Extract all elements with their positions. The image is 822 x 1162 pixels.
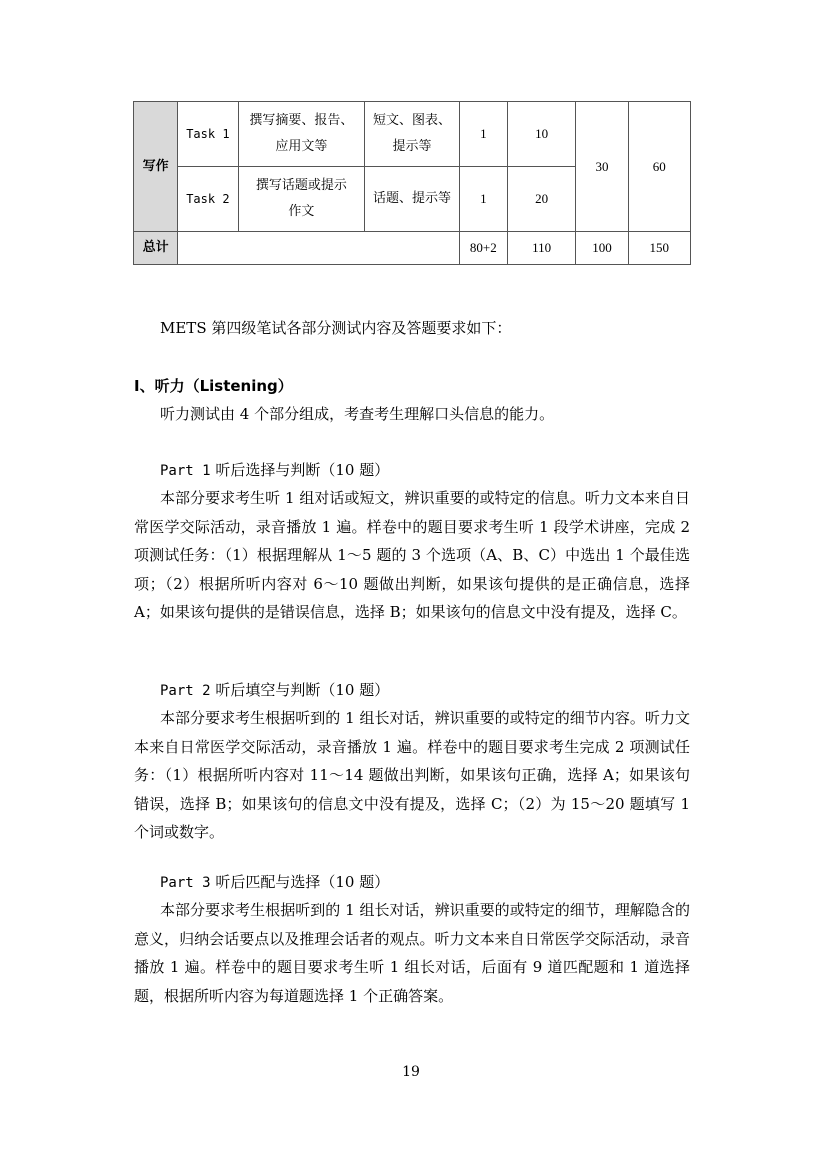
- total-empty-cell: [178, 232, 459, 265]
- page-number: 19: [402, 1064, 420, 1080]
- part-title: [160, 676, 690, 706]
- part-title: [160, 868, 690, 898]
- content-line: 应用文等: [275, 139, 328, 154]
- part-body: 本部分要求考生根据听到的 1 组长对话，辨识重要的或特定的细节，理解隐含的意义，归纳会话要点以及推理会话者的观点。听力文本来自日常医学交际活动，录音播放 1 遍。样卷中的题目要求考生听 1 组长对话，后面有 9 道匹配题和 1 道选择题，根据所听内容为每道题选择 1 个正确答案。: [134, 901, 690, 1005]
- material-cell: [365, 102, 460, 167]
- content-cell: [238, 102, 365, 167]
- table-row: [134, 102, 691, 167]
- section-description: 听力测试由 4 个部分组成，考查考生理解口头信息的能力。: [160, 405, 555, 423]
- count-cell: 1: [459, 102, 507, 167]
- task-cell: Task 1: [178, 102, 238, 167]
- part-title-text: 听后选择与判断（10 题）: [210, 461, 390, 479]
- content-line: 撰写话题或提示: [255, 178, 347, 193]
- part-number: Part 3: [160, 875, 211, 891]
- part-body: 本部分要求考生听 1 组对话或短文，辨识重要的或特定的信息。听力文本来自日常医学交际活动，录音播放 1 遍。样卷中的题目要求考生听 1 段学术讲座，完成 2 项测试任务：（1）根据理解从 1～5 题的 3 个选项（A、B、C）中选出 1 个最佳选项；（2）根据所听内容对 6～10 题做出判断，如果该句提供的是正确信息，选择 A；如果该句提供的是错误信息，选择 B；如果该句的信息文中没有提及，选择 C。: [134, 489, 690, 622]
- total-count-cell: 80+2: [459, 232, 507, 265]
- section-heading: Ⅰ、听力（Listening）: [134, 377, 293, 395]
- content-line: 撰写摘要、报告、: [249, 113, 354, 128]
- content-cell: [238, 167, 365, 232]
- part-title: [160, 456, 690, 486]
- section-label-cell: 写作: [134, 102, 178, 232]
- part-title-text: 听后填空与判断（10 题）: [210, 681, 390, 699]
- total-time-cell: 100: [576, 232, 628, 265]
- count-cell: 1: [459, 167, 507, 232]
- part-title-text: 听后匹配与选择（10 题）: [210, 873, 390, 891]
- task-cell: Task 2: [178, 167, 238, 232]
- material-cell: 话题、提示等: [365, 167, 460, 232]
- content-line: 作文: [288, 204, 315, 219]
- part-body: 本部分要求考生根据听到的 1 组长对话，辨识重要的或特定的细节内容。听力文本来自日常医学交际活动，录音播放 1 遍。样卷中的题目要求考生完成 2 项测试任务：（1）根据所听内容对 11～14 题做出判断，如果该句正确，选择 A；如果该句错误，选择 B；如果该句的信息文中没有提及，选择 C；（2）为 15～20 题填写 1 个词或数字。: [134, 709, 690, 842]
- part-number: Part 2: [160, 683, 211, 699]
- score-cell: 10: [507, 102, 575, 167]
- score-cell: 20: [507, 167, 575, 232]
- total-weight-cell: 150: [628, 232, 690, 265]
- weight-cell: 60: [628, 102, 690, 232]
- material-line: 提示等: [392, 139, 432, 154]
- intro-text: METS 第四级笔试各部分测试内容及答题要求如下：: [160, 319, 512, 337]
- time-cell: 30: [576, 102, 628, 232]
- total-score-cell: 110: [507, 232, 575, 265]
- total-label-cell: 总计: [134, 232, 178, 265]
- table-row-total: [134, 232, 691, 265]
- material-line: 短文、图表、: [372, 113, 451, 128]
- part-number: Part 1: [160, 463, 211, 479]
- score-table: [133, 101, 691, 265]
